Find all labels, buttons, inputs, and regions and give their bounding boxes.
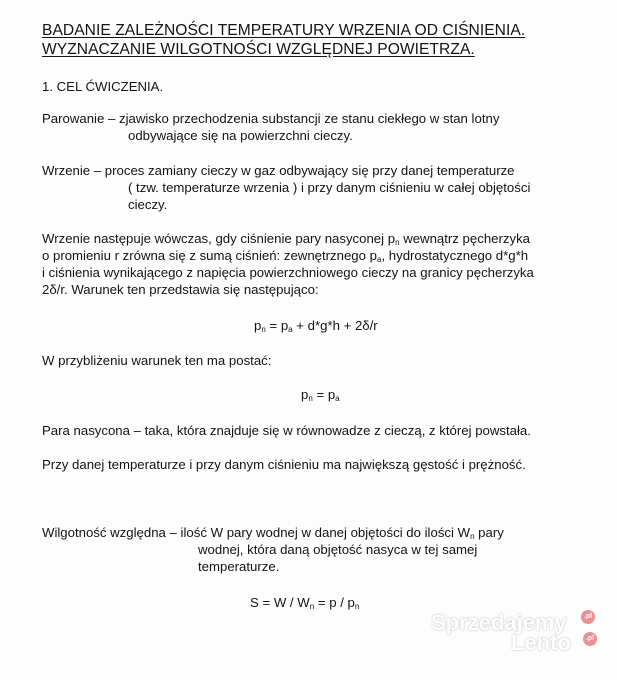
watermark (431, 610, 601, 668)
para-nasycona-text: Para nasycona – taka, która znajduje się w równowadze z cieczą, z której powstała. (42, 423, 531, 438)
formula-approx: $p_n = p_a$ (301, 387, 340, 403)
formula-relative-humidity: $S = W / W_n = p / p_n$ (250, 595, 360, 611)
wilgotnosc-line-1: Wilgotność względna – ilość W pary wodnej w danej objętości do ilości $W_n$ pary (42, 525, 504, 541)
watermark-badge-2: .pl (583, 632, 597, 646)
gestosc-text: Przy danej temperaturze i przy danym ciśnieniu ma największą gęstość i prężność. (42, 457, 526, 472)
approx-text: W przybliżeniu warunek ten ma postać: (42, 353, 272, 368)
wrzenie-line-3: cieczy. (128, 197, 168, 212)
parowanie-line-2: odbywające się na powierzchni cieczy. (128, 128, 353, 143)
warunek-line-2: o promieniu r zrówna się z sumą ciśnień: zewnętrznego $p_a$, hydrostatycznego d*g*h (42, 248, 529, 264)
wilgotnosc-line-3: temperaturze. (198, 559, 280, 574)
wilgotnosc-line-2: wodnej, która daną objętość nasyca w tej samej (198, 542, 478, 557)
watermark-badge-1: .pl (581, 610, 595, 624)
warunek-line-1: Wrzenie następuje wówczas, gdy ciśnienie pary nasyconej $p_n$ wewnątrz pęcherzyka (42, 231, 530, 247)
wrzenie-line-1: Wrzenie – proces zamiany cieczy w gaz odbywający się przy danej temperaturze (42, 163, 515, 178)
section-heading: 1. CEL ĆWICZENIA. (42, 79, 164, 94)
wrzenie-line-2: ( tzw. temperaturze wrzenia ) i przy danym ciśnieniu w całej objętości (128, 180, 531, 195)
watermark-word-2: Lento (511, 630, 571, 655)
title-line-2: WYZNACZANIE WILGOTNOŚCI WZGLĘDNEJ POWIETRZA. (42, 41, 475, 58)
warunek-line-4: 2δ/r. Warunek ten przedstawia się następująco: (42, 282, 319, 297)
title-line-1: BADANIE ZALEŻNOŚCI TEMPERATURY WRZENIA OD CIŚNIENIA. (42, 22, 526, 39)
parowanie-line-1: Parowanie – zjawisko przechodzenia substancji ze stanu ciekłego w stan lotny (42, 111, 500, 126)
formula-boiling-condition: $p_n = p_a + d*g*h + 2\delta/r$ (254, 318, 378, 334)
warunek-line-3: i ciśnienia wynikającego z napięcia powierzchniowego cieczy na granicy pęcherzyka (42, 265, 534, 280)
watermark-word-1: Sprzedajemy (431, 610, 567, 635)
